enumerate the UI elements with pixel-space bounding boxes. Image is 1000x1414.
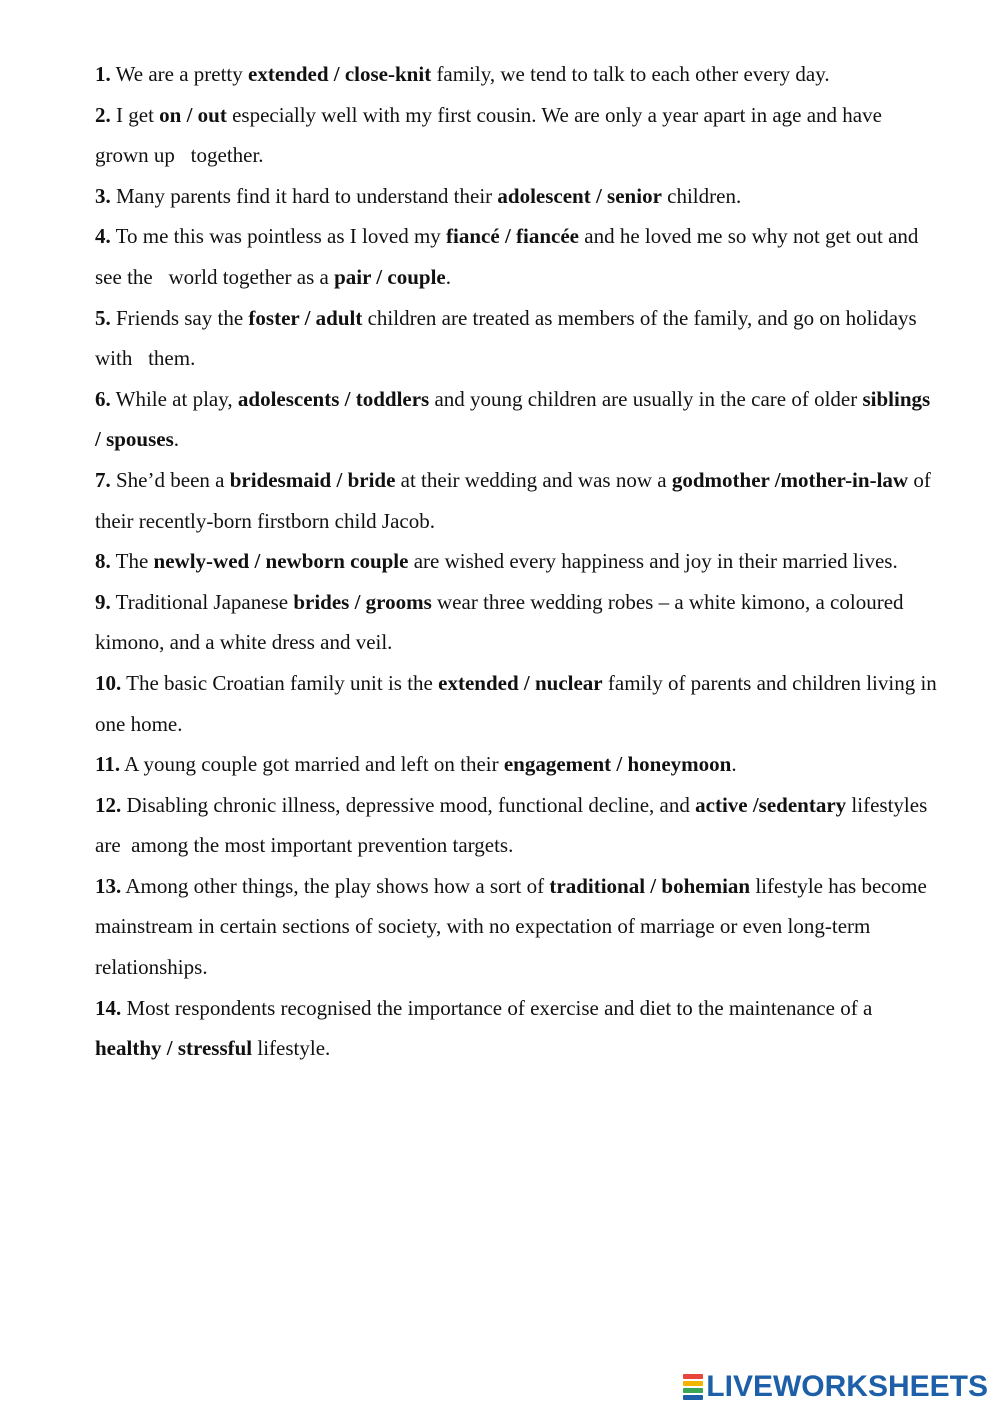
item-text: To me this was pointless as I loved my <box>110 224 447 249</box>
item-text: lifestyle has become mainstream in certain sections of society, with no expectation of marriage or even long-term relationships. <box>95 873 927 980</box>
word-choice: extended / close-knit <box>248 62 432 86</box>
item-text: Disabling chronic illness, depressive mood, functional decline, and <box>121 792 696 817</box>
exercise-item <box>95 744 940 785</box>
item-number: 4. <box>95 224 111 249</box>
exercise-item <box>95 298 940 379</box>
logo-bar <box>683 1395 703 1400</box>
item-text: The basic Croatian family unit is the <box>121 670 439 695</box>
word-choice: godmother /mother-in-law <box>671 467 909 492</box>
item-number: 5. <box>95 305 111 330</box>
item-text: Among other things, the play shows how a sort of <box>121 873 550 898</box>
item-number: 6. <box>95 386 111 411</box>
item-text: are wished every happiness and joy in their married lives. <box>408 549 898 574</box>
exercise-item <box>95 582 940 663</box>
item-text: . <box>445 264 451 289</box>
item-text: lifestyle. <box>252 1036 331 1061</box>
logo-bar <box>683 1381 703 1386</box>
item-text: I get <box>110 102 160 127</box>
word-choice: traditional / bohemian <box>549 873 751 898</box>
word-choice: bridesmaid / bride <box>229 467 396 492</box>
word-choice: newly-wed / newborn couple <box>153 549 409 574</box>
item-text: family, we tend to talk to each other every day. <box>431 62 830 86</box>
liveworksheets-brand <box>683 1370 988 1404</box>
item-text: She’d been a <box>110 467 230 492</box>
exercise-item <box>95 379 940 460</box>
word-choice: healthy / stressful <box>95 1036 253 1061</box>
word-choice: brides / grooms <box>293 589 432 614</box>
item-text: A young couple got married and left on their <box>120 752 504 777</box>
exercise-item <box>95 663 940 744</box>
word-choice: on / out <box>159 102 227 127</box>
exercise-item <box>95 541 940 582</box>
item-text: children. <box>661 183 742 208</box>
word-choice: pair / couple <box>334 264 446 289</box>
item-number: 9. <box>95 589 111 614</box>
item-number: 3. <box>95 183 111 208</box>
exercise-item <box>95 95 940 176</box>
item-text: The <box>110 549 154 574</box>
exercise-item <box>95 866 940 988</box>
exercise-item <box>95 460 940 541</box>
item-text: lifestyles are among the most important prevention targets. <box>95 792 928 858</box>
exercise-sheet <box>95 54 940 1069</box>
item-text: While at play, <box>110 386 238 411</box>
logo-bar <box>683 1374 703 1379</box>
item-text: and young children are usually in the care of older <box>429 386 863 411</box>
exercise-item <box>95 785 940 866</box>
word-choice: foster / adult <box>248 305 363 330</box>
word-choice: siblings / spouses <box>95 386 931 452</box>
item-text: Most respondents recognised the importance of exercise and diet to the maintenance of a <box>121 995 873 1020</box>
item-text: and he loved me so why not get out and see the world together as a <box>95 224 919 289</box>
item-number: 12. <box>95 792 122 817</box>
exercise-item <box>95 988 940 1069</box>
item-number: 11. <box>95 752 121 777</box>
item-text: . <box>173 427 180 452</box>
word-choice: active /sedentary <box>695 792 847 817</box>
item-number: 7. <box>95 467 111 492</box>
liveworksheets-logo-icon <box>683 1374 703 1400</box>
word-choice: fiancé / fiancée <box>446 224 579 249</box>
word-choice: engagement / honeymoon <box>503 752 732 777</box>
exercise-item <box>95 216 940 297</box>
item-text: Traditional Japanese <box>110 589 294 614</box>
item-text: children are treated as members of the family, and go on holidays with them. <box>95 305 917 371</box>
item-text: wear three wedding robes – a white kimono, a coloured kimono, and a white dress and veil. <box>95 589 904 655</box>
item-text: Friends say the <box>110 305 249 330</box>
item-number: 1. <box>95 62 111 86</box>
item-text: family of parents and children living in one home. <box>95 670 937 736</box>
logo-bar <box>683 1388 703 1393</box>
exercise-item <box>95 54 940 95</box>
item-text: . <box>731 752 737 777</box>
item-text: especially well with my first cousin. We are only a year apart in age and have grown up together. <box>95 102 882 168</box>
item-number: 10. <box>95 670 122 695</box>
exercise-item <box>95 176 940 217</box>
item-text: We are a pretty <box>110 62 249 86</box>
item-text: of their recently-born firstborn child Jacob. <box>95 467 931 533</box>
item-number: 14. <box>95 995 122 1020</box>
item-text: at their wedding and was now a <box>395 467 672 492</box>
item-number: 13. <box>95 873 122 898</box>
brand-name: LIVEWORKSHEETS <box>706 1370 988 1403</box>
word-choice: adolescents / toddlers <box>237 386 430 411</box>
word-choice: adolescent / senior <box>497 183 662 208</box>
word-choice: extended / nuclear <box>438 670 603 695</box>
item-text: Many parents find it hard to understand their <box>110 183 498 208</box>
item-number: 8. <box>95 549 111 574</box>
item-number: 2. <box>95 102 111 127</box>
